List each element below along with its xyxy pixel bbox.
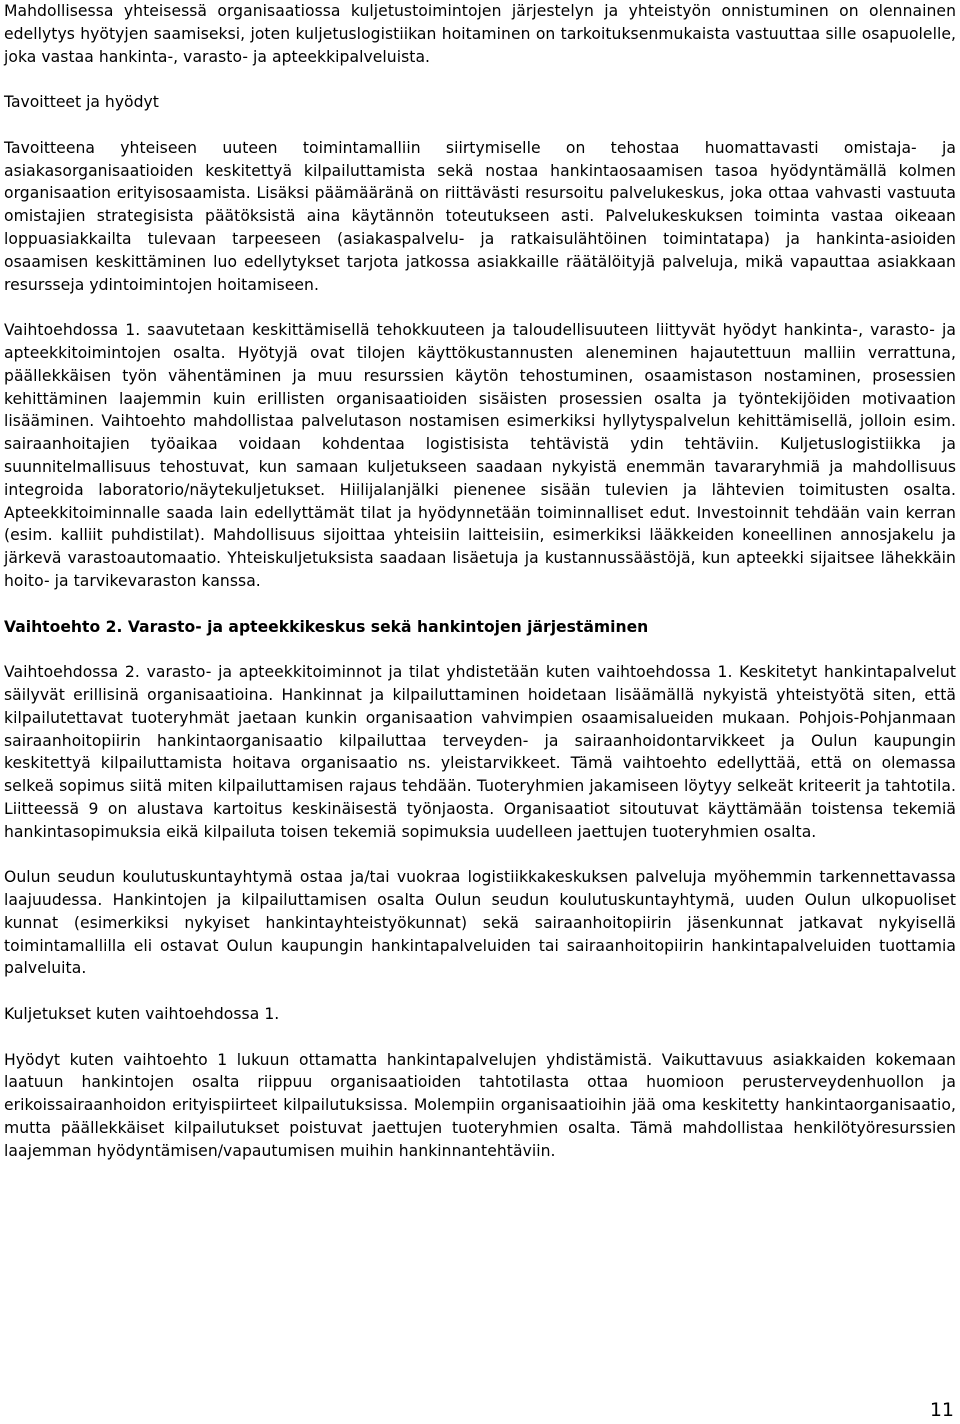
spacer: [4, 980, 956, 1003]
benefits-paragraph: Hyödyt kuten vaihtoehto 1 lukuun ottamatta hankintapalvelujen yhdistämistä. Vaikuttavuus asiakkaiden kokemaan laatuun hankintojen osalta riippuu organisaatioiden tahtotilasta ottaa huomioon perusterveydenhuollon ja erikoissairaanhoidon erityispiirteet kilpailutuksissa. Molempiin organisaatioihin jää oma keskitetty hankintaorganisaatio, mutta päällekkäiset kilpailutukset poistuvat jaettujen tuoteryhmien osalta. Tämä mahdollistaa henkilötyöresurssien laajemman hyödyntämisen/vapautumisen muihin hankinnantehtäviin.: [4, 1050, 956, 1160]
page-number: 11: [929, 1399, 954, 1421]
spacer: [4, 593, 956, 616]
spacer: [4, 1026, 956, 1049]
document-page: [4, 0, 956, 1163]
transport-paragraph: Kuljetukset kuten vaihtoehdossa 1.: [4, 1005, 280, 1024]
intro-paragraph: Mahdollisessa yhteisessä organisaatiossa kuljetustoimintojen järjestelyn ja yhteistyön onnistuminen on olennainen edellytys hyötyjen saamiseksi, joten kuljetuslogistiikan hoitaminen on tarkoituksenmukaista vastuuttaa sille osapuolelle, joka vastaa hankinta-, varasto- ja apteekkipalveluista.: [4, 2, 956, 66]
spacer: [4, 114, 956, 137]
spacer: [4, 68, 956, 91]
section-heading-goals: Tavoitteet ja hyödyt: [4, 93, 159, 112]
option1-paragraph: Vaihtoehdossa 1. saavutetaan keskittämisellä tehokkuuteen ja taloudellisuuteen liittyvät hyödyt hankinta-, varasto- ja apteekkitoimintojen osalta. Hyötyjä ovat tilojen käyttökustannusten aleneminen hajautettuun malliin verrattuna, päällekkäisen työn vähentäminen ja muu resurssien käytön tehostuminen, osaamistason nostaminen, prosessien kehittäminen laajemmin kuin erillisten organisaatioiden sisäisten prosessien osalta ja työntekijöiden motivaation lisääminen. Vaihtoehto mahdollistaa palvelutason nostamisen esimerkiksi hyllytyspalvelun kehittämisellä, jolloin esim. sairaanhoitajien työaikaa voidaan kohdentaa logistisista tehtävistä ydin tehtäviin. Kuljetuslogistiikka ja suunnitelmallisuus tehostuvat, kun samaan kuljetukseen saadaan nykyistä enemmän tavararyhmiä ja mahdollisuus integroida laboratorio/näytekuljetukset. Hiilijalanjälki pienenee sisään tulevien ja lähtevien toimitusten osalta. Apteekkitoiminnalle saada lain edellyttämät tilat ja hyödynnetään toiminnalliset edut. Investoinnit tehdään vain kerran (esim. kalliit puhdistilat). Mahdollisuus sijoittaa yhteisiin laitteisiin, esimerkiksi lääkkeiden koneellinen annosjakelu ja järkevä varastoautomaatio. Yhteiskuljetuksista saadaan lisäetuja ja kustannussäästöjä, kun apteekki sijaitsee lähekkäin hoito- ja tarvikevaraston kanssa.: [4, 321, 956, 590]
spacer: [4, 296, 956, 319]
spacer: [4, 843, 956, 866]
option2-paragraph: Vaihtoehdossa 2. varasto- ja apteekkitoiminnot ja tilat yhdistetään kuten vaihtoehdossa 1. Keskitetyt hankintapalvelut säilyvät erillisinä organisaatioina. Hankinnat ja kilpailuttaminen hoidetaan lisäämällä nykyistä yhteistyötä siten, että kilpailutettavat tuoteryhmät jaetaan kunkin organisaation vahvimpien osaamisalueiden mukaan. Pohjois-Pohjanmaan sairaanhoitopiirin hankintaorganisaatio kilpailuttaa terveyden- ja sairaanhoidontarvikkeet ja Oulun kaupungin keskitettyä kilpailuttamista hoitava organisaatio ns. yleistarvikkeet. Tämä vaihtoehto edellyttää, että on olemassa selkeä sopimus siitä miten kilpailuttamisen rajaus tehdään. Tuoteryhmien jakamiseen löytyy selkeät kriteerit ja tahtotila. Liitteessä 9 on alustava kartoitus keskinäisestä työnjaosta. Organisaatiot sitoutuvat käyttämään toistensa tekemiä hankintasopimuksia eikä kilpailuta toisen tekemiä sopimuksia uudelleen jaettujen tuoteryhmien osalta.: [4, 663, 956, 841]
oulu-paragraph: Oulun seudun koulutuskuntayhtymä ostaa ja/tai vuokraa logistiikkakeskuksen palveluja myöhemmin tarkennettavassa laajuudessa. Hankintojen ja kilpailuttamisen osalta Oulun seudun koulutuskuntayhtymä, uuden Oulun ulkopuoliset kunnat (esimerkiksi nykyiset hankintayhteistyökunnat) sekä sairaanhoitopiirin jäsenkunnat jatkavat nykyisellä toimintamallilla eli ostavat Oulun kaupungin hankintapalveluiden tai sairaanhoitopiirin hankintapalveluiden tuottamia palveluita.: [4, 868, 956, 978]
section-heading-option2: Vaihtoehto 2. Varasto- ja apteekkikeskus sekä hankintojen järjestäminen: [4, 617, 649, 636]
spacer: [4, 638, 956, 661]
goals-paragraph: Tavoitteena yhteiseen uuteen toimintamalliin siirtymiselle on tehostaa huomattavasti omistaja- ja asiakasorganisaatioiden keskitettyä kilpailuttamista sekä nostaa hankintaosaamisen tasoa hyödyntämällä kolmen organisaation erityisosaamista. Lisäksi päämääränä on riittävästi resursoitu palvelukeskus, joka ottaa vahvasti vastuuta omistajien strategisista päätöksistä aina käytännön toteutukseen asti. Palvelukeskuksen toiminta vastaa oikeaan loppuasiakkailta tulevaan tarpeeseen (asiakaspalvelu- ja ratkaisulähtöinen toimintatapa) ja hankinta-asioiden osaamisen keskittäminen luo edellytykset tarjota jatkossa asiakkaille räätälöityjä palveluja, mikä vapauttaa asiakkaan resursseja ydintoimintojen hoitamiseen.: [4, 138, 956, 294]
